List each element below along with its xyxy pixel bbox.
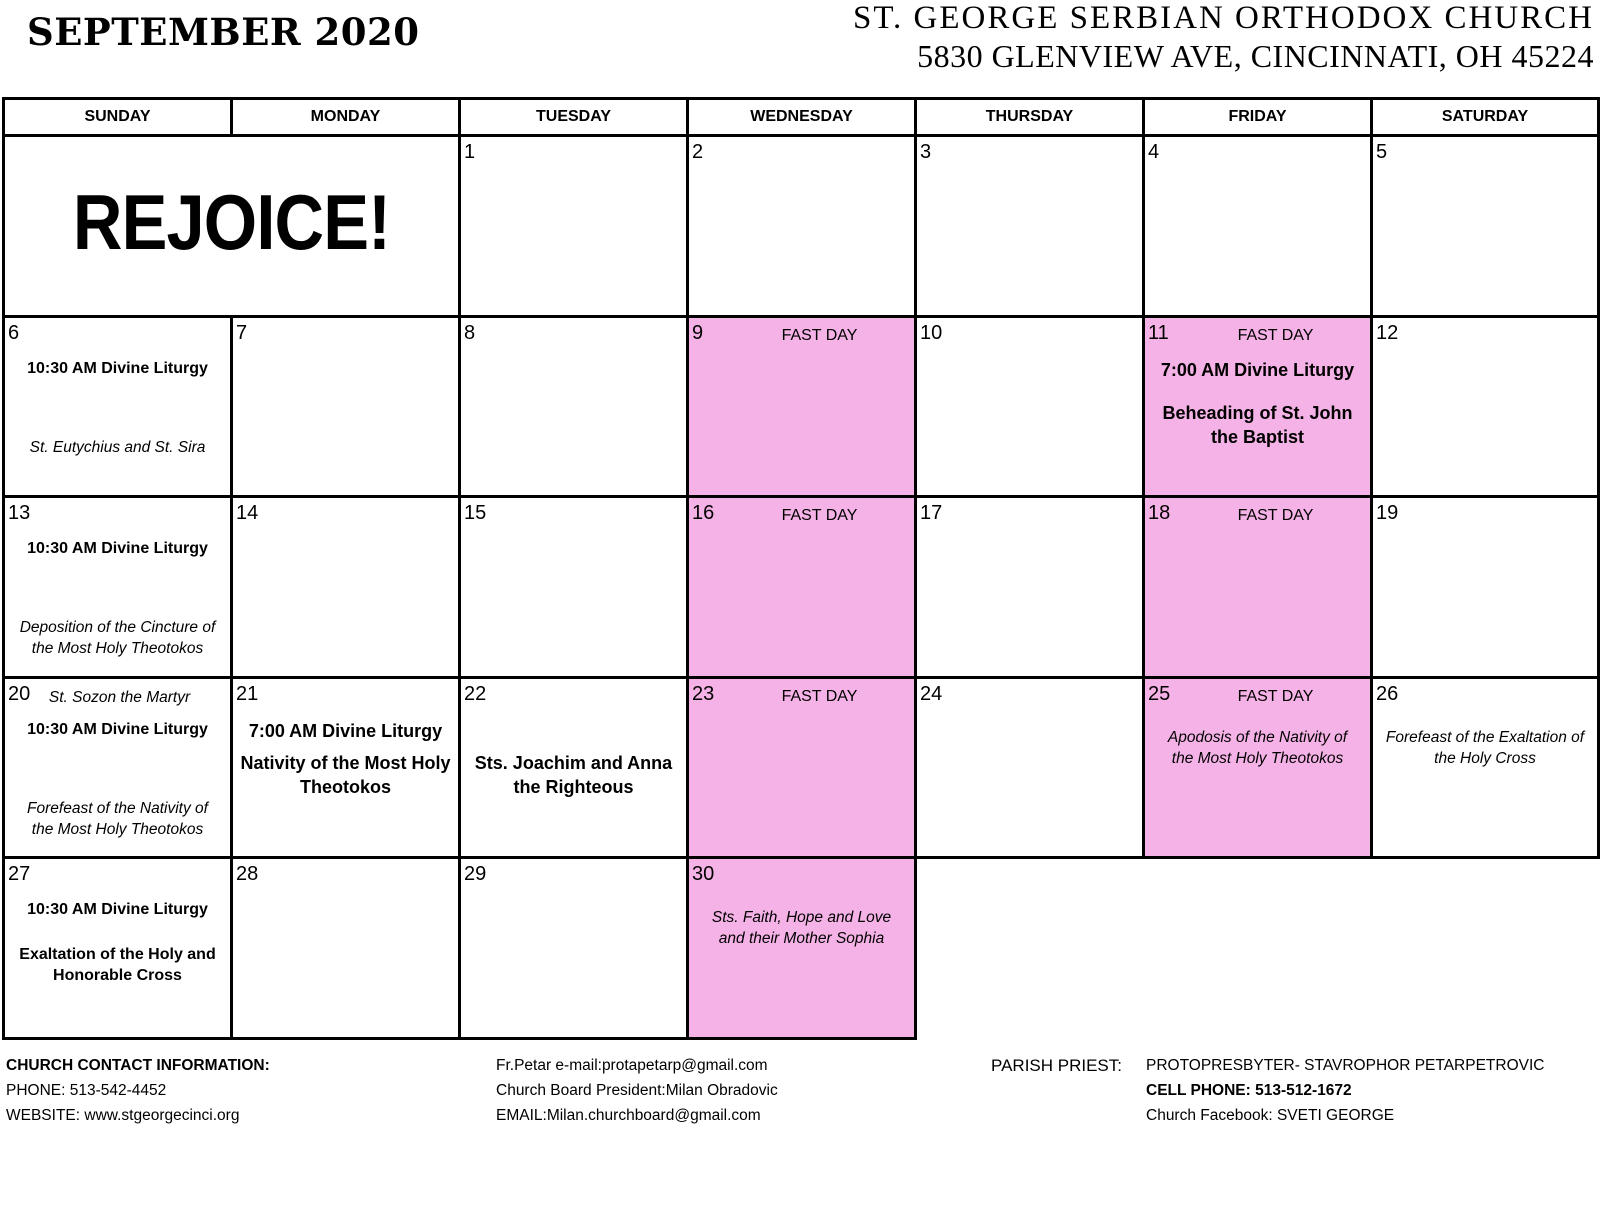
feast-name-line2: the Most Holy Theotokos	[1171, 749, 1344, 767]
church-phone: PHONE: 513-542-4452	[6, 1082, 167, 1099]
feast-name-line1: Sts. Faith, Hope and Love	[711, 909, 892, 927]
feast-name-line1: Exaltation of the Holy and	[19, 946, 216, 964]
day-number: 19	[1376, 502, 1399, 525]
day-number: 29	[464, 863, 487, 886]
feast-name-line1: Deposition of the Cincture of	[19, 619, 216, 637]
day-cell-fast	[688, 316, 916, 497]
day-cell	[232, 497, 460, 678]
priest-label: PARISH PRIEST:	[991, 1056, 1122, 1075]
fast-day-label: FAST DAY	[781, 326, 858, 344]
feast-name-line2: the Most Holy Theotokos	[31, 640, 204, 658]
feast-name-line1: Forefeast of the Exaltation of	[1385, 728, 1585, 746]
day-cell	[4, 497, 232, 678]
day-cell	[232, 858, 460, 1039]
feast-name-line2: the Most Holy Theotokos	[31, 820, 204, 838]
feast-name-line2: the Righteous	[513, 776, 634, 797]
day-number: 14	[236, 502, 259, 525]
week-row	[4, 316, 1599, 497]
feast-name-line1: Beheading of St. John	[1162, 402, 1353, 423]
day-number: 18	[1148, 502, 1171, 525]
day-cell	[232, 316, 460, 497]
day-number: 12	[1376, 321, 1399, 344]
weekday-saturday: SATURDAY	[1372, 99, 1599, 136]
banner-cell	[4, 136, 460, 317]
board-president: Church Board President:Milan Obradovic	[496, 1082, 778, 1099]
day-cell	[460, 677, 688, 858]
feast-name-line1: Nativity of the Most Holy	[240, 752, 451, 773]
day-number: 16	[692, 502, 715, 525]
day-cell	[688, 136, 916, 317]
liturgy-time: 7:00 AM Divine Liturgy	[1160, 359, 1355, 380]
day-cell	[4, 677, 232, 858]
day-cell	[1372, 677, 1599, 858]
day-number: 6	[8, 321, 20, 344]
day-cell	[4, 316, 232, 497]
feast-name-line2: Honorable Cross	[53, 967, 182, 985]
liturgy-time: 10:30 AM Divine Liturgy	[27, 901, 208, 919]
feast-name-line2: the Holy Cross	[1434, 749, 1536, 767]
day-number: 21	[236, 682, 259, 705]
day-number: 22	[464, 682, 487, 705]
fast-day-label: FAST DAY	[1237, 687, 1314, 705]
day-number: 5	[1376, 141, 1388, 163]
day-number: 13	[8, 502, 31, 525]
weekday-monday: MONDAY	[232, 99, 460, 136]
contact-heading: CHURCH CONTACT INFORMATION:	[6, 1057, 270, 1074]
day-cell	[1372, 316, 1599, 497]
weekday-friday: FRIDAY	[1144, 99, 1372, 136]
priest-info-block	[1146, 1053, 1544, 1128]
day-number: 17	[920, 502, 943, 525]
day-cell-fast	[1144, 497, 1372, 678]
church-name: ST. GEORGE SERBIAN ORTHODOX CHURCH	[852, 0, 1594, 36]
day-cell	[1372, 136, 1599, 317]
feast-name-line2: Theotokos	[299, 776, 391, 797]
weekday-header-row	[4, 99, 1599, 136]
day-cell	[460, 316, 688, 497]
day-cell-fast	[688, 497, 916, 678]
weekday-thursday: THURSDAY	[916, 99, 1144, 136]
day-number: 24	[920, 682, 943, 705]
day-number: 3	[920, 141, 932, 163]
feast-name-line1: Apodosis of the Nativity of	[1167, 728, 1348, 746]
week-row	[4, 497, 1599, 678]
day-cell	[916, 497, 1144, 678]
feast-name-line2: and their Mother Sophia	[718, 930, 885, 948]
day-number: 9	[692, 321, 704, 344]
liturgy-time: 7:00 AM Divine Liturgy	[248, 720, 443, 741]
day-cell-fast	[688, 858, 916, 1039]
contact-info-middle	[496, 1053, 778, 1128]
day-number: 27	[8, 863, 31, 886]
feast-name-line1: Sts. Joachim and Anna	[474, 752, 673, 773]
day-cell	[1144, 136, 1372, 317]
day-cell	[460, 497, 688, 678]
day-cell	[916, 677, 1144, 858]
fast-day-label: FAST DAY	[1237, 507, 1314, 525]
day-cell-fast	[1144, 677, 1372, 858]
church-address: 5830 GLENVIEW AVE, CINCINNATI, OH 45224	[917, 38, 1594, 74]
priest-name: PROTOPRESBYTER- STAVROPHOR PETARPETROVIC	[1146, 1057, 1545, 1074]
week-row	[4, 677, 1599, 858]
church-website: WEBSITE: www.stgeorgecinci.org	[6, 1107, 240, 1124]
day-number: 1	[464, 141, 476, 163]
liturgy-time: 10:30 AM Divine Liturgy	[27, 540, 208, 558]
calendar-grid	[2, 97, 1600, 1040]
cell-phone: CELL PHONE: 513-512-1672	[1146, 1082, 1352, 1099]
rejoice-banner: REJOICE!	[72, 178, 391, 266]
day-cell	[460, 858, 688, 1039]
day-number: 11	[1148, 321, 1169, 344]
feast-name-line1: Forefeast of the Nativity of	[27, 799, 208, 817]
church-facebook: Church Facebook: SVETI GEORGE	[1146, 1107, 1395, 1124]
feast-name: St. Eutychius and St. Sira	[29, 438, 206, 456]
day-number: 26	[1376, 682, 1399, 705]
day-number: 30	[692, 863, 715, 886]
day-cell	[916, 316, 1144, 497]
day-number: 25	[1148, 682, 1171, 705]
board-email: EMAIL:Milan.churchboard@gmail.com	[496, 1107, 761, 1124]
week-row	[4, 858, 1599, 1039]
day-number: 28	[236, 863, 259, 886]
week-row	[4, 136, 1599, 317]
weekday-sunday: SUNDAY	[4, 99, 232, 136]
day-number: 4	[1148, 141, 1160, 163]
day-cell	[232, 677, 460, 858]
fast-day-label: FAST DAY	[781, 507, 858, 525]
day-number: 2	[692, 141, 704, 163]
day-cell-fast	[1144, 316, 1372, 497]
feast-name-line2: the Baptist	[1210, 426, 1304, 447]
priest-email: Fr.Petar e-mail:protapetarp@gmail.com	[496, 1057, 768, 1074]
weekday-wednesday: WEDNESDAY	[688, 99, 916, 136]
day-number: 20	[8, 682, 31, 705]
day-number: 15	[464, 502, 487, 525]
day-cell-fast	[688, 677, 916, 858]
saint-name: St. Sozon the Martyr	[48, 688, 191, 706]
day-cell	[1372, 497, 1599, 678]
day-cell	[4, 858, 232, 1039]
contact-info-block	[6, 1053, 270, 1128]
day-cell	[460, 136, 688, 317]
fast-day-label: FAST DAY	[781, 687, 858, 705]
day-number: 23	[692, 682, 715, 705]
day-number: 10	[920, 321, 943, 344]
liturgy-time: 10:30 AM Divine Liturgy	[27, 359, 208, 377]
empty-cell	[916, 858, 1599, 1039]
month-title: SEPTEMBER 2020	[27, 10, 420, 54]
day-number: 8	[464, 321, 476, 344]
liturgy-time: 10:30 AM Divine Liturgy	[27, 720, 208, 738]
weekday-tuesday: TUESDAY	[460, 99, 688, 136]
day-number: 7	[236, 321, 248, 344]
fast-day-label: FAST DAY	[1237, 326, 1314, 344]
day-cell	[916, 136, 1144, 317]
